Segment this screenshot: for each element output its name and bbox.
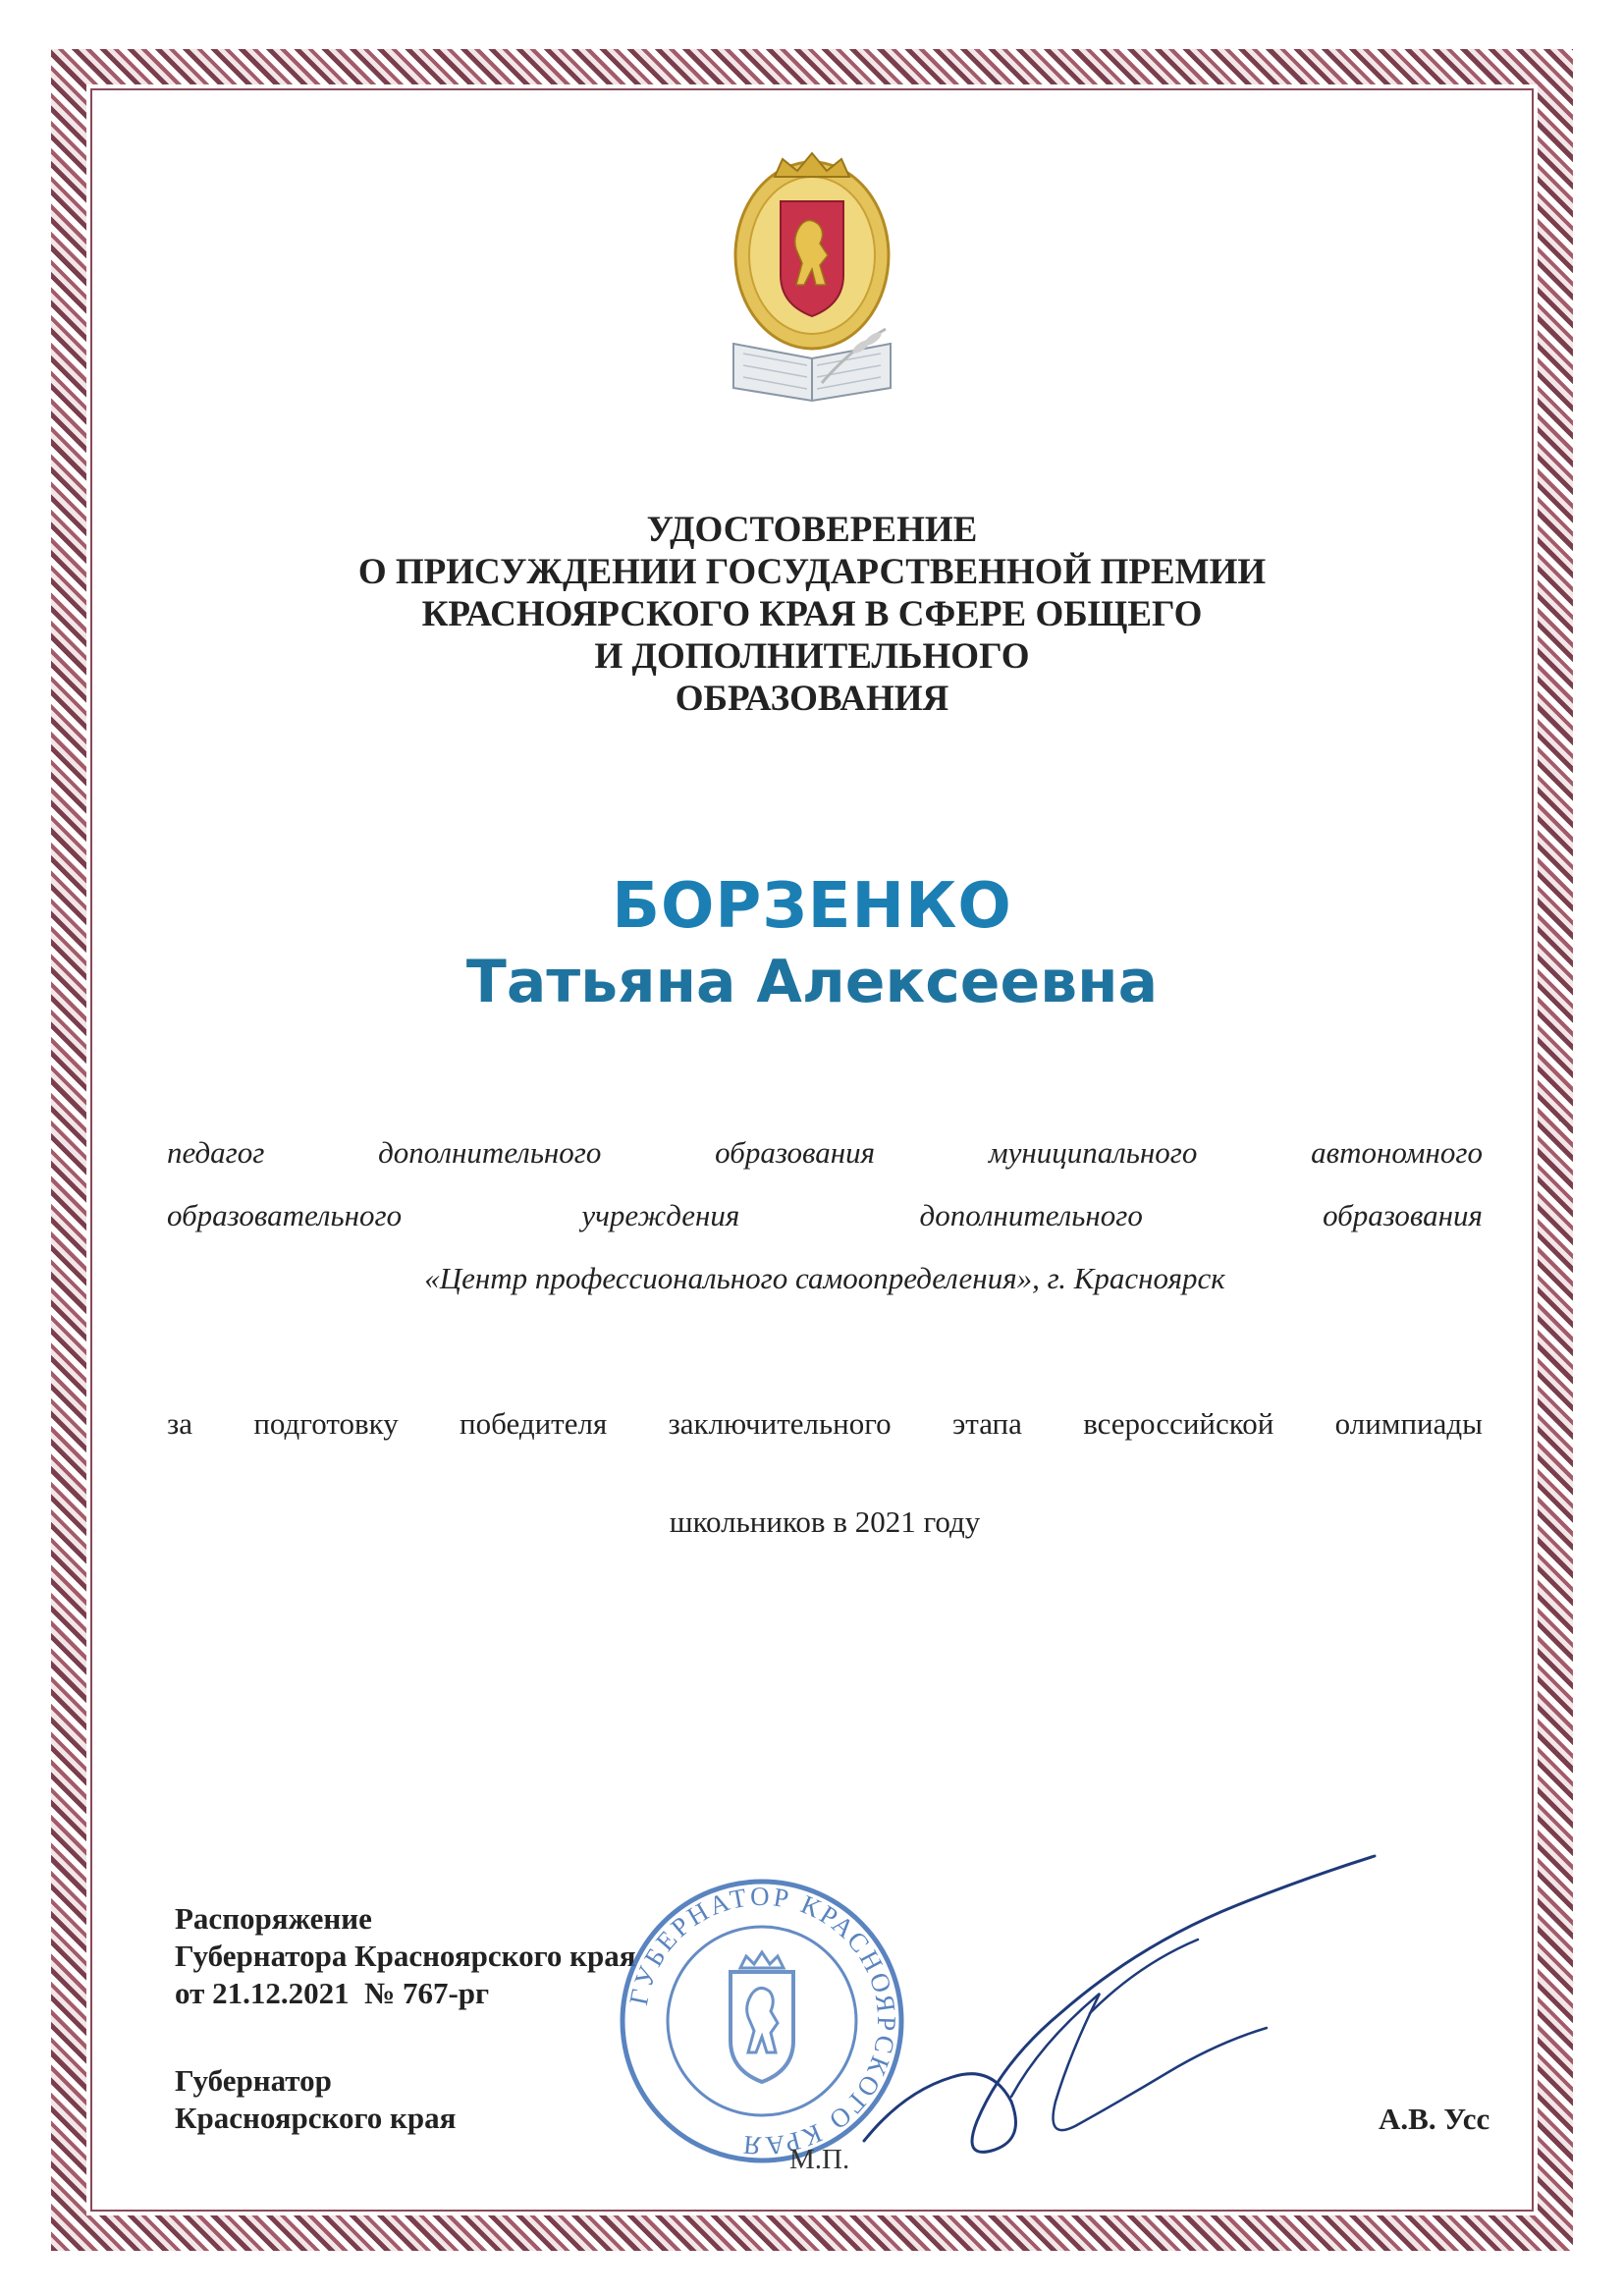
reason-line-1	[167, 1375, 1483, 1473]
recipient-position	[167, 1121, 1483, 1310]
reason-text: школьников в 2021 году	[669, 1504, 981, 1539]
order-date-number: от 21.12.2021 № 767-рг	[175, 1976, 490, 2010]
title-line: ОБРАЗОВАНИЯ	[675, 679, 949, 719]
position-word: автономного	[1311, 1135, 1483, 1170]
crown-icon	[775, 153, 849, 177]
position-word: образования	[715, 1135, 876, 1170]
krasnoyarsk-coat-of-arms-emblem	[714, 147, 910, 403]
title-line: И ДОПОЛНИТЕЛЬНОГО	[594, 636, 1030, 677]
governor-title-line: Губернатор	[175, 2063, 332, 2098]
position-word: образовательного	[167, 1198, 403, 1232]
position-line-2	[167, 1184, 1483, 1247]
title-line: УДОСТОВЕРЕНИЕ	[646, 510, 978, 550]
title-line: О ПРИСУЖДЕНИИ ГОСУДАРСТВЕННОЙ ПРЕМИИ	[357, 552, 1267, 592]
reason-word: подготовку	[253, 1406, 399, 1441]
organization-name: «Центр профессионального самоопределения», г. Красноярск	[424, 1261, 1225, 1295]
certificate-title	[196, 509, 1428, 720]
reason-line-2	[167, 1473, 1483, 1571]
order-line: Губернатора Красноярского края	[175, 1939, 636, 1973]
governor-title-line: Красноярского края	[175, 2101, 457, 2135]
reason-word: всероссийской	[1083, 1406, 1274, 1441]
governor-name: А.В. Усс	[1379, 2102, 1490, 2136]
order-line: Распоряжение	[175, 1901, 372, 1936]
reason-word: за	[167, 1406, 193, 1441]
recipient-surname: БОРЗЕНКО	[612, 870, 1012, 943]
reason-word: победителя	[460, 1406, 608, 1441]
seal-place-label: М.П.	[789, 2144, 850, 2175]
seal-coat-of-arms-icon	[731, 1952, 793, 2082]
position-word: учреждения	[581, 1198, 740, 1232]
handwritten-signature	[844, 1846, 1394, 2180]
recipient-name	[196, 868, 1428, 1019]
position-word: дополнительного	[919, 1198, 1143, 1232]
position-word: образования	[1323, 1198, 1483, 1232]
red-shield-lion-icon	[781, 201, 843, 316]
governor-title	[175, 2062, 456, 2137]
seal-text: ГУБЕРНАТОР КРАСНОЯРСКОГО КРАЯ	[623, 1881, 902, 2161]
position-word: муниципального	[988, 1135, 1198, 1170]
order-reference	[175, 1900, 636, 2012]
reason-word: заключительного	[668, 1406, 892, 1441]
position-word: педагог	[167, 1135, 265, 1170]
position-line-3	[167, 1247, 1483, 1310]
position-line-1	[167, 1121, 1483, 1184]
open-book-icon	[733, 344, 891, 401]
reason-word: олимпиады	[1334, 1406, 1483, 1441]
award-reason	[167, 1375, 1483, 1571]
title-line: КРАСНОЯРСКОГО КРАЯ В СФЕРЕ ОБЩЕГО	[421, 594, 1203, 634]
reason-word: этапа	[951, 1406, 1022, 1441]
position-word: дополнительного	[378, 1135, 602, 1170]
recipient-given-names: Татьяна Алексеевна	[465, 948, 1159, 1016]
